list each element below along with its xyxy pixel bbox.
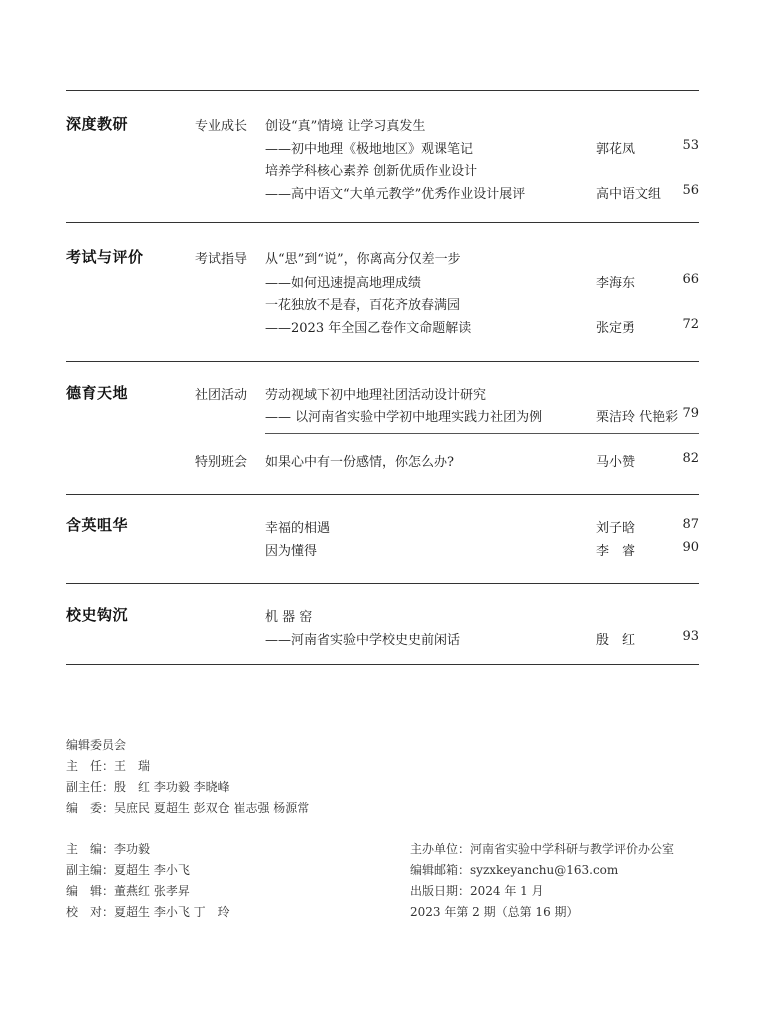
publication-line: 2023 年第 2 期（总第 16 期） xyxy=(410,905,579,919)
article-page: 66 xyxy=(682,272,699,287)
committee-heading: 编辑委员会 xyxy=(66,738,127,752)
article-author: 郭花凤 xyxy=(596,142,636,157)
article-subtitle: ——如何迅速提高地理成绩 xyxy=(265,276,422,291)
article-page: 72 xyxy=(682,317,699,332)
article-subtitle: ——2023 年全国乙卷作文命题解读 xyxy=(265,321,472,336)
section-title: 深度教研 xyxy=(66,115,129,133)
article-author: 高中语文组 xyxy=(596,187,662,202)
article-title: 创设“真”情境 让学习真发生 xyxy=(265,119,426,134)
article-page: 93 xyxy=(682,629,699,644)
article-author: 栗洁玲 代艳彩 xyxy=(596,410,679,425)
section-title: 含英咀华 xyxy=(66,516,129,534)
staff-line: 编 辑：董燕红 张孝昇 xyxy=(66,884,190,898)
article-page: 87 xyxy=(682,517,699,532)
article-title: 因为懂得 xyxy=(265,544,318,559)
article-subtitle: —— 以河南省实验中学初中地理实践力社团为例 xyxy=(265,410,543,425)
staff-line: 主 编：李功毅 xyxy=(66,842,151,856)
article-title: 培养学科核心素养 创新优质作业设计 xyxy=(265,164,478,179)
article-subtitle: ——河南省实验中学校史史前闲话 xyxy=(265,633,461,648)
subsection-divider xyxy=(265,433,699,434)
article-title: 一花独放不是春，百花齐放春满园 xyxy=(265,298,461,313)
committee-line: 编 委：吴庶民 夏超生 彭双仓 崔志强 杨源常 xyxy=(66,801,310,815)
publication-line: 编辑邮箱：syzxkeyanchu@163.com xyxy=(410,863,619,877)
section-divider xyxy=(66,664,699,665)
article-title: 从“思”到“说”，你离高分仅差一步 xyxy=(265,252,461,267)
article-author: 马小赞 xyxy=(596,455,636,470)
subsection-title: 考试指导 xyxy=(195,252,248,267)
article-subtitle: ——高中语文“大单元教学”优秀作业设计展评 xyxy=(265,187,526,202)
committee-line: 副主任：殷 红 李功毅 李晓峰 xyxy=(66,780,230,794)
subsection-title: 专业成长 xyxy=(195,119,248,134)
publication-line: 主办单位：河南省实验中学科研与教学评价办公室 xyxy=(410,842,675,856)
publication-line: 出版日期：2024 年 1 月 xyxy=(410,884,544,898)
section-title: 考试与评价 xyxy=(66,248,144,266)
article-title: 劳动视域下初中地理社团活动设计研究 xyxy=(265,388,487,403)
staff-line: 副主编：夏超生 李小飞 xyxy=(66,863,190,877)
section-divider xyxy=(66,90,699,91)
article-title: 如果心中有一份感情，你怎么办? xyxy=(265,455,454,470)
article-subtitle: ——初中地理《极地地区》观课笔记 xyxy=(265,142,474,157)
committee-line: 主 任：王 瑞 xyxy=(66,759,151,773)
article-title: 机 器 窑 xyxy=(265,610,313,625)
staff-line: 校 对：夏超生 李小飞 丁 玲 xyxy=(66,905,230,919)
article-author: 殷 红 xyxy=(596,633,636,648)
article-author: 刘子晗 xyxy=(596,521,636,536)
article-page: 90 xyxy=(682,540,699,555)
article-title: 幸福的相遇 xyxy=(265,521,331,536)
section-divider xyxy=(66,361,699,362)
article-page: 79 xyxy=(682,406,699,421)
section-title: 校史钩沉 xyxy=(66,606,129,624)
section-divider xyxy=(66,583,699,584)
article-page: 56 xyxy=(682,183,699,198)
article-page: 53 xyxy=(682,138,699,153)
subsection-title: 社团活动 xyxy=(195,388,248,403)
section-divider xyxy=(66,494,699,495)
article-page: 82 xyxy=(682,451,699,466)
article-author: 张定勇 xyxy=(596,321,636,336)
article-author: 李 睿 xyxy=(596,544,636,559)
section-title: 德育天地 xyxy=(66,384,129,402)
article-author: 李海东 xyxy=(596,276,636,291)
section-divider xyxy=(66,222,699,223)
subsection-title: 特别班会 xyxy=(195,455,248,470)
